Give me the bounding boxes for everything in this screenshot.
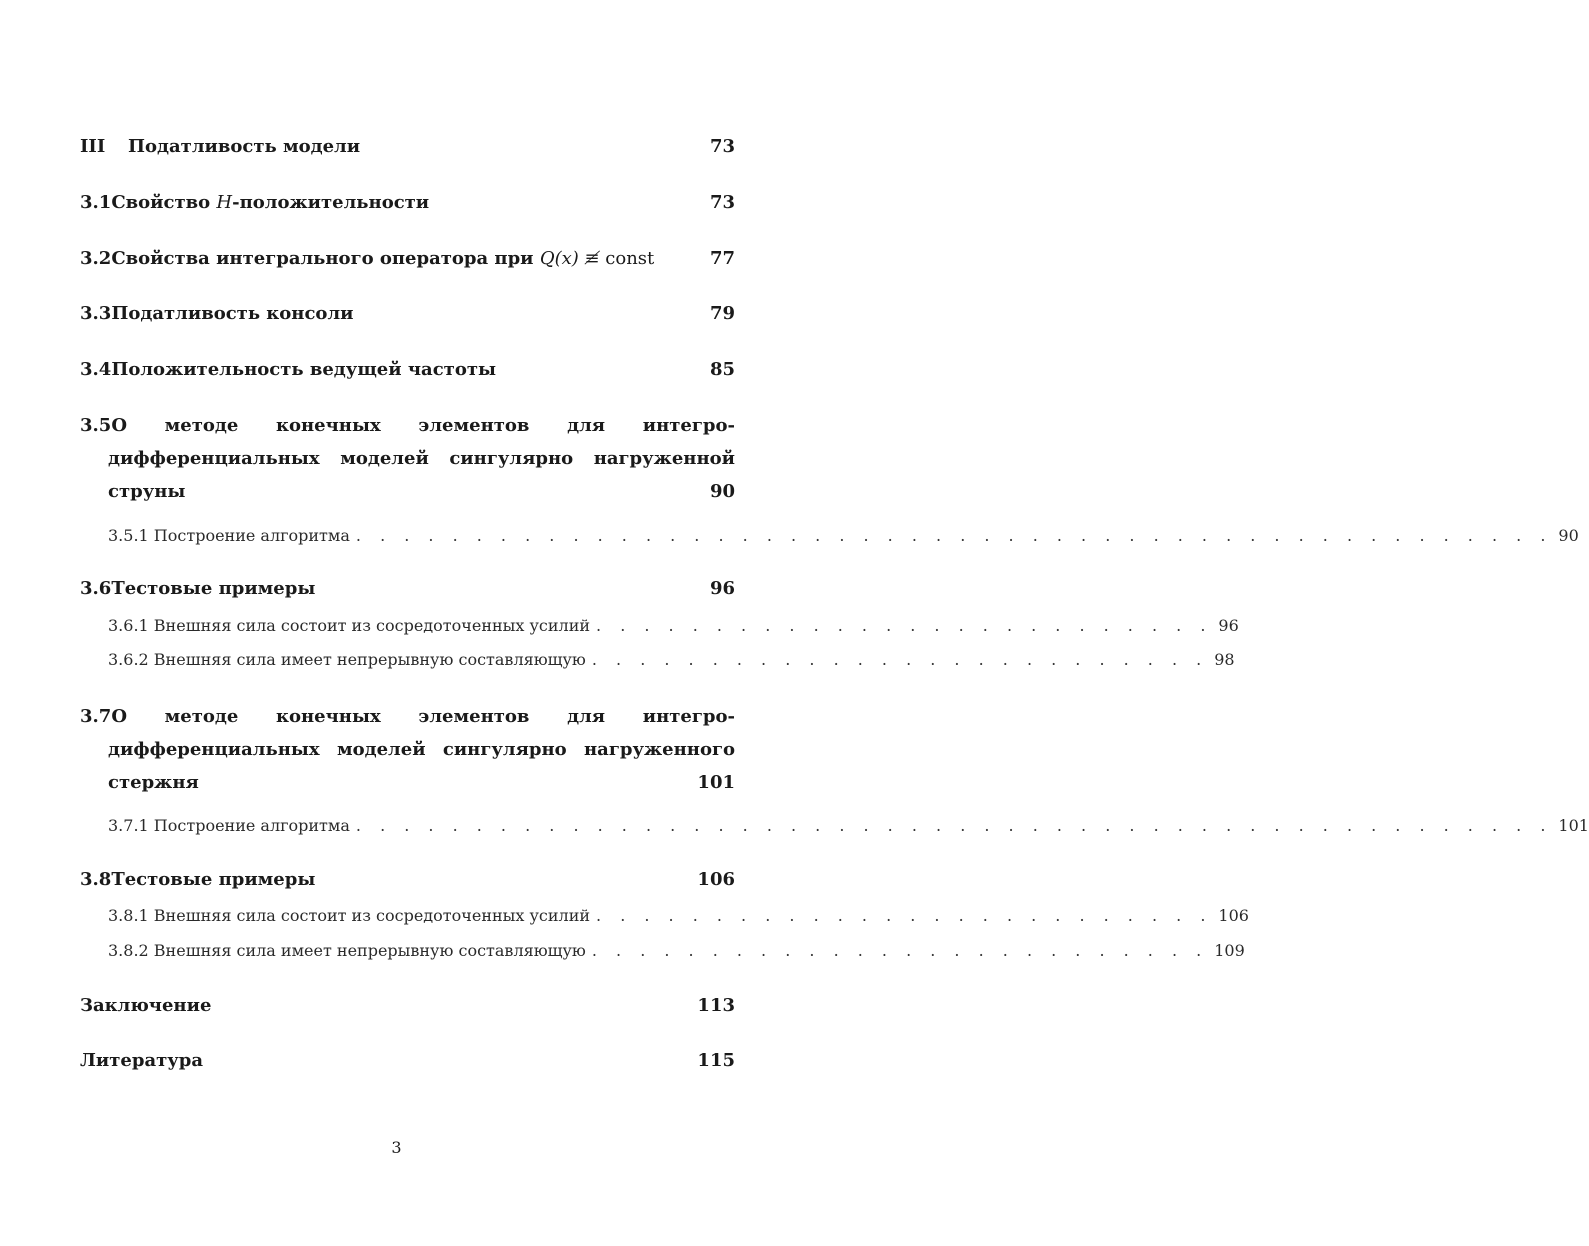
toc-entry-3-6[interactable] xyxy=(80,578,735,599)
section-page: 73 xyxy=(709,192,735,213)
leader-dots: . . . . . . . . . . . . . . . . . . . . . . . . . . xyxy=(591,650,1209,669)
toc-subentry-3-8-1[interactable]: 3.8.1 Внешняя сила состоит из сосредоточенных усилий . . . . . . . . . . . . . . . . . . . . . . . . . . 106 xyxy=(108,906,1249,925)
section-page: 77 xyxy=(709,248,735,269)
toc-entry-conclusion[interactable] xyxy=(80,995,735,1016)
toc-entry-3-7[interactable] xyxy=(80,706,735,793)
toc-chapter-entry[interactable] xyxy=(80,136,735,157)
title-line: 3.5О методе конечных элементов для интегро- xyxy=(80,415,735,436)
toc-entry-3-8[interactable] xyxy=(80,869,735,890)
title-line: дифференциальных моделей сингулярно нагруженной xyxy=(108,448,735,469)
section-number: 3.6 xyxy=(80,578,112,599)
section-title: Литература xyxy=(80,1050,204,1071)
toc-entry-3-4[interactable] xyxy=(80,359,735,380)
toc-subentry-3-5-1[interactable]: 3.5.1 Построение алгоритма . . . . . . . . . . . . . . . . . . . . . . . . . . . . . . . . . . . . . . . . . . . . . . . . . . 90 xyxy=(108,526,1579,545)
section-page: 79 xyxy=(709,303,735,324)
toc-entry-3-1[interactable] xyxy=(80,192,735,213)
title-line: дифференциальных моделей сингулярно нагруженного xyxy=(108,739,735,760)
section-page: 90 xyxy=(709,481,735,502)
section-page: 106 xyxy=(697,869,735,890)
leader-dots: . . . . . . . . . . . . . . . . . . . . . . . . . . xyxy=(596,906,1213,925)
section-title: Свойства интегрального оператора при Q(x) ≢ const xyxy=(111,248,655,269)
toc-entry-3-3[interactable] xyxy=(80,303,735,324)
section-title: Тестовые примеры xyxy=(111,869,316,890)
toc-entry-3-2[interactable] xyxy=(80,248,735,269)
toc-entry-literature[interactable] xyxy=(80,1050,735,1071)
section-number: 3.4 xyxy=(80,359,112,380)
toc-subentry-3-8-2[interactable]: 3.8.2 Внешняя сила имеет непрерывную составляющую . . . . . . . . . . . . . . . . . . . . . . . . . . 109 xyxy=(108,941,1245,960)
section-page: 113 xyxy=(697,995,735,1016)
title-line: стержня 101 xyxy=(108,772,735,793)
section-number: 3.8 xyxy=(80,869,112,890)
section-number: 3.3 xyxy=(80,303,112,324)
title-line: 3.7О методе конечных элементов для интегро- xyxy=(80,706,735,727)
page-number: 3 xyxy=(391,1138,402,1157)
section-title: Заключение xyxy=(80,995,212,1016)
section-page: 85 xyxy=(709,359,735,380)
section-page: 101 xyxy=(697,772,735,793)
chapter-title: Податливость модели xyxy=(128,136,361,157)
leader-dots: . . . . . . . . . . . . . . . . . . . . . . . . . . . . . . . . . . . . . . . . . . . . . . . . . . xyxy=(355,526,1553,545)
toc-entry-3-5[interactable] xyxy=(80,415,735,502)
section-title: Положительность ведущей частоты xyxy=(111,359,497,380)
section-title: Податливость консоли xyxy=(111,303,354,324)
chapter-number: III xyxy=(80,136,106,157)
section-number: 3.1 xyxy=(80,192,112,213)
toc-subentry-3-7-1[interactable]: 3.7.1 Построение алгоритма . . . . . . . . . . . . . . . . . . . . . . . . . . . . . . . . . . . . . . . . . . . . . . . . . . 101 xyxy=(108,816,1589,835)
section-page: 115 xyxy=(697,1050,735,1071)
leader-dots: . . . . . . . . . . . . . . . . . . . . . . . . . . xyxy=(591,941,1209,960)
section-page: 96 xyxy=(709,578,735,599)
section-title: Тестовые примеры xyxy=(111,578,316,599)
toc-subentry-3-6-2[interactable]: 3.6.2 Внешняя сила имеет непрерывную составляющую . . . . . . . . . . . . . . . . . . . . . . . . . . 98 xyxy=(108,650,1235,669)
section-number: 3.2 xyxy=(80,248,112,269)
chapter-page: 73 xyxy=(709,136,735,157)
title-line: струны 90 xyxy=(108,481,735,502)
leader-dots: . . . . . . . . . . . . . . . . . . . . . . . . . . xyxy=(596,616,1213,635)
toc-subentry-3-6-1[interactable]: 3.6.1 Внешняя сила состоит из сосредоточенных усилий . . . . . . . . . . . . . . . . . . . . . . . . . . 96 xyxy=(108,616,1239,635)
leader-dots: . . . . . . . . . . . . . . . . . . . . . . . . . . . . . . . . . . . . . . . . . . . . . . . . . . xyxy=(355,816,1553,835)
section-title: Свойство H-положительности xyxy=(111,192,430,213)
